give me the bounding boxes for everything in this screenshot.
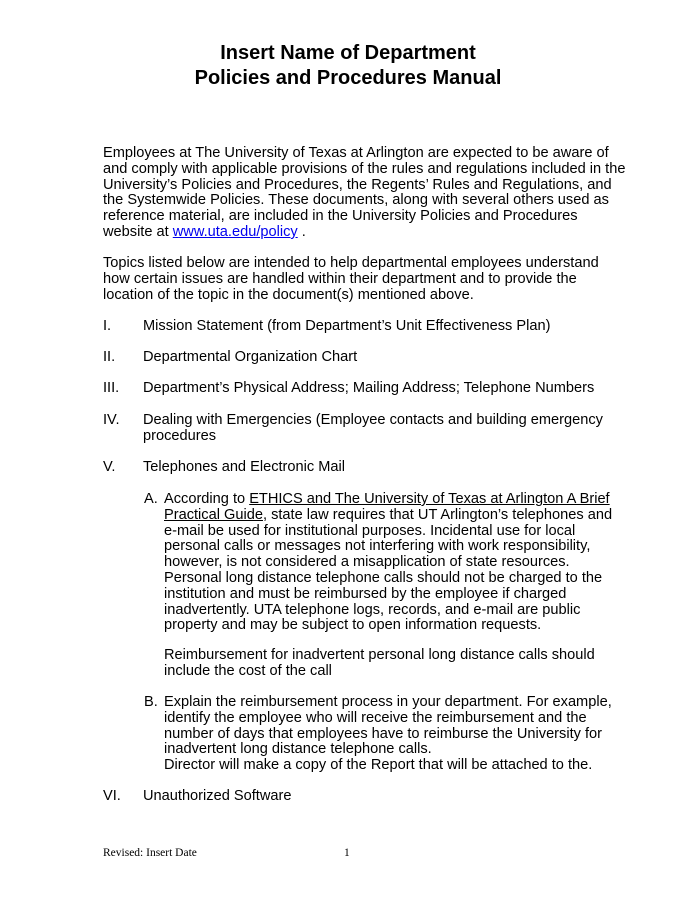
sub-a-line-2-post: , state law requires that UT Arlington’s telephones and: [262, 506, 613, 523]
intro-line: and comply with applicable provisions of the rules and regulations included in the: [103, 160, 626, 177]
sub-a-line: Personal long distance telephone calls should not be charged to the: [164, 569, 603, 586]
sub-b-line: Director will make a copy of the Report that will be attached to the.: [164, 757, 593, 774]
sub-a-line: e-mail be used for institutional purposes. Incidental use for local: [164, 522, 576, 539]
sub-a-line: property and may be subject to open information requests.: [164, 617, 542, 634]
title-line-1: Insert Name of Department: [220, 42, 476, 64]
item-text: Department’s Physical Address; Mailing Address; Telephone Numbers: [143, 380, 595, 396]
intro-line: University’s Policies and Procedures, the Regents’ Rules and Regulations, and: [103, 176, 612, 193]
sub-a-line-2: [164, 508, 612, 524]
item-text: Telephones and Electronic Mail: [143, 459, 345, 475]
item-text: Departmental Organization Chart: [143, 349, 358, 365]
topics-paragraph: [103, 256, 603, 303]
sub-item-letter: B.: [144, 694, 158, 710]
sub-b-line: identify the employee who will receive the reimbursement and the: [164, 709, 587, 726]
document-title: [0, 41, 696, 91]
intro-line: the Systemwide Policies. These documents, along with several others used as: [103, 192, 609, 209]
sub-b-line: number of days that employees have to reimburse the University for: [164, 725, 603, 742]
item-number: II.: [103, 349, 116, 365]
intro-line-6: [103, 225, 603, 241]
sub-a-line: institution and must be reimbursed by the employee if charged: [164, 585, 567, 602]
item-text-continued: procedures: [143, 427, 217, 444]
footer-page-number: 1: [344, 847, 350, 859]
item-text: Mission Statement (from Department’s Unit Effectiveness Plan): [143, 318, 551, 334]
sub-item-text: [164, 648, 595, 680]
sub-item-letter: A.: [144, 491, 158, 507]
sub-b-line: Explain the reimbursement process in your department. For example,: [164, 694, 612, 710]
sub-b-line: inadvertent long distance telephone calls.: [164, 741, 432, 758]
sub-a-line-1: [164, 492, 612, 508]
sub-a-line: however, is not considered a misapplication of state resources.: [164, 554, 570, 571]
item-text: Dealing with Emergencies (Employee contacts and building emergency: [143, 412, 603, 428]
topics-line: how certain issues are handled within their department and to provide the: [103, 270, 577, 287]
item-number: III.: [103, 380, 120, 396]
topics-line: Topics listed below are intended to help departmental employees understand: [103, 255, 599, 271]
item-number: IV.: [103, 412, 120, 428]
item-number: V.: [103, 459, 116, 475]
footer-revised: Revised: Insert Date: [103, 847, 197, 859]
policy-link[interactable]: www.uta.edu/policy: [172, 223, 298, 240]
intro-line-6-pre: website at: [103, 223, 173, 240]
sub-a-line: inadvertently. UTA telephone logs, records, and e-mail are public: [164, 601, 581, 618]
intro-paragraph: [103, 145, 626, 241]
sub-item-text: [164, 492, 612, 634]
ethics-guide-reference-cont: Practical Guide: [164, 506, 263, 523]
ethics-guide-reference: ETHICS and The University of Texas at Arlington A Brief: [249, 491, 610, 507]
sub-a-pre: According to: [164, 491, 250, 507]
sub-a-line: personal calls or messages not interfering with work responsibility,: [164, 538, 591, 555]
topics-line: location of the topic in the document(s) mentioned above.: [103, 286, 474, 303]
item-text: Unauthorized Software: [143, 788, 292, 804]
item-number: I.: [103, 318, 112, 334]
item-number: VI.: [103, 788, 121, 804]
title-line-2: Policies and Procedures Manual: [194, 67, 502, 89]
sub-a-p2-line: include the cost of the call: [164, 662, 332, 679]
intro-line: reference material, are included in the University Policies and Procedures: [103, 208, 578, 225]
intro-line-6-post: .: [297, 223, 306, 240]
intro-line: Employees at The University of Texas at Arlington are expected to be aware of: [103, 145, 609, 161]
sub-a-p2-line: Reimbursement for inadvertent personal long distance calls should: [164, 647, 595, 663]
sub-item-text: [164, 695, 612, 774]
